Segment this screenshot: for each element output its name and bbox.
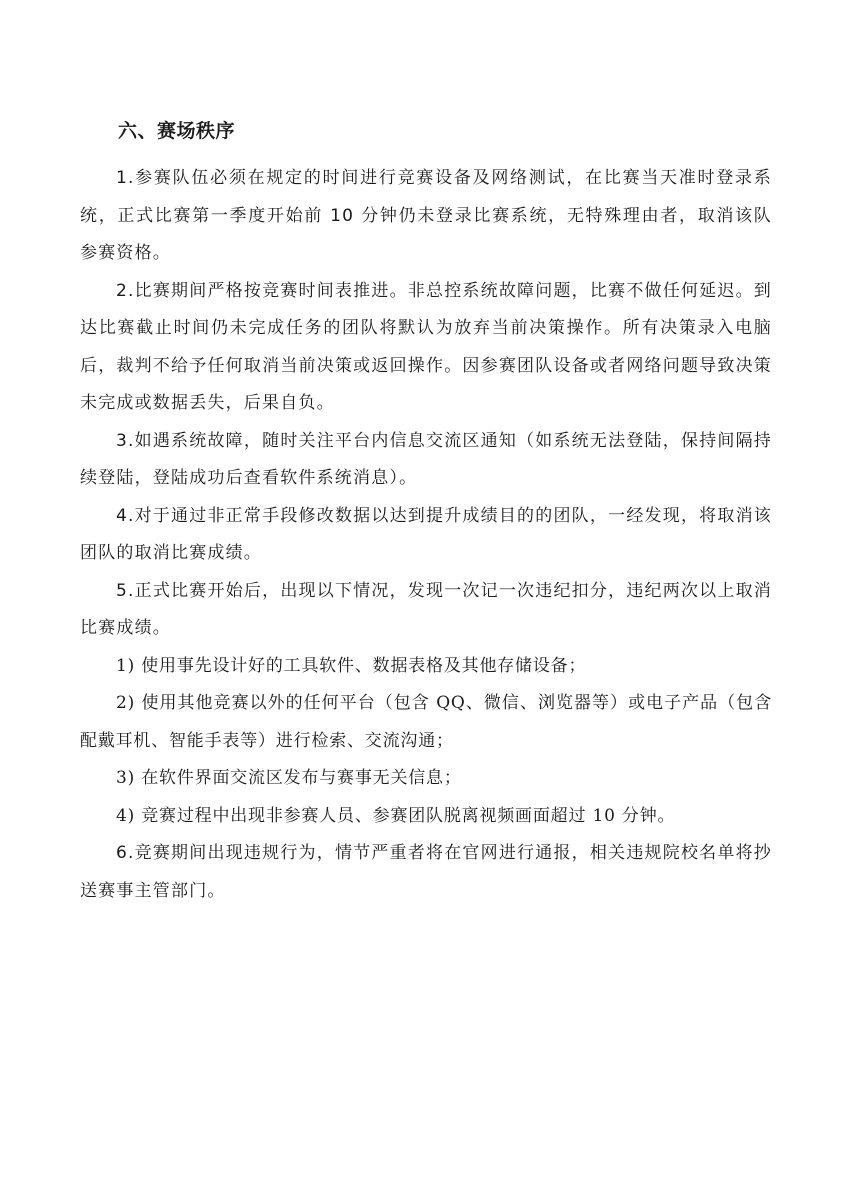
section-body: [80, 160, 772, 910]
paragraph-report-rule: 6.竞赛期间出现违规行为，情节严重者将在官网进行通报，相关违规院校名单将抄送赛事主管部门。: [80, 843, 772, 901]
paragraph-system-fault-rule: 3.如遇系统故障，随时关注平台内信息交流区通知（如系统无法登陆，保持间隔持续登陆，登陆成功后查看软件系统消息）。: [80, 430, 772, 488]
section-heading: 六、赛场秩序: [118, 120, 236, 142]
paragraph-schedule-rule: 2.比赛期间严格按竞赛时间表推进。非总控系统故障问题，比赛不做任何延迟。到达比赛截止时间仍未完成任务的团队将默认为放弃当前决策操作。所有决策录入电脑后，裁判不给予任何取消当前决策或返回操作。因参赛团队设备或者网络问题导致决策未完成或数据丢失，后果自负。: [80, 280, 772, 413]
paragraph-data-tampering-rule: 4.对于通过非正常手段修改数据以达到提升成绩目的的团队，一经发现，将取消该团队的取消比赛成绩。: [80, 505, 772, 563]
paragraph-violation-rule: 5.正式比赛开始后，出现以下情况，发现一次记一次违纪扣分，违纪两次以上取消比赛成绩。: [80, 580, 772, 638]
paragraph-registration-rule: 1.参赛队伍必须在规定的时间进行竞赛设备及网络测试，在比赛当天准时登录系统，正式比赛第一季度开始前 10 分钟仍未登录比赛系统，无特殊理由者，取消该队参赛资格。: [80, 168, 772, 263]
violation-item-platforms: 2) 使用其他竞赛以外的任何平台（包含 QQ、微信、浏览器等）或电子产品（包含配戴耳机、智能手表等）进行检索、交流沟通；: [80, 693, 772, 751]
violation-item-tools: 1) 使用事先设计好的工具软件、数据表格及其他存储设备；: [116, 655, 587, 676]
violation-item-video: 4) 竞赛过程中出现非参赛人员、参赛团队脱离视频画面超过 10 分钟。: [116, 805, 676, 826]
violation-item-chat: 3) 在软件界面交流区发布与赛事无关信息；: [116, 768, 462, 788]
